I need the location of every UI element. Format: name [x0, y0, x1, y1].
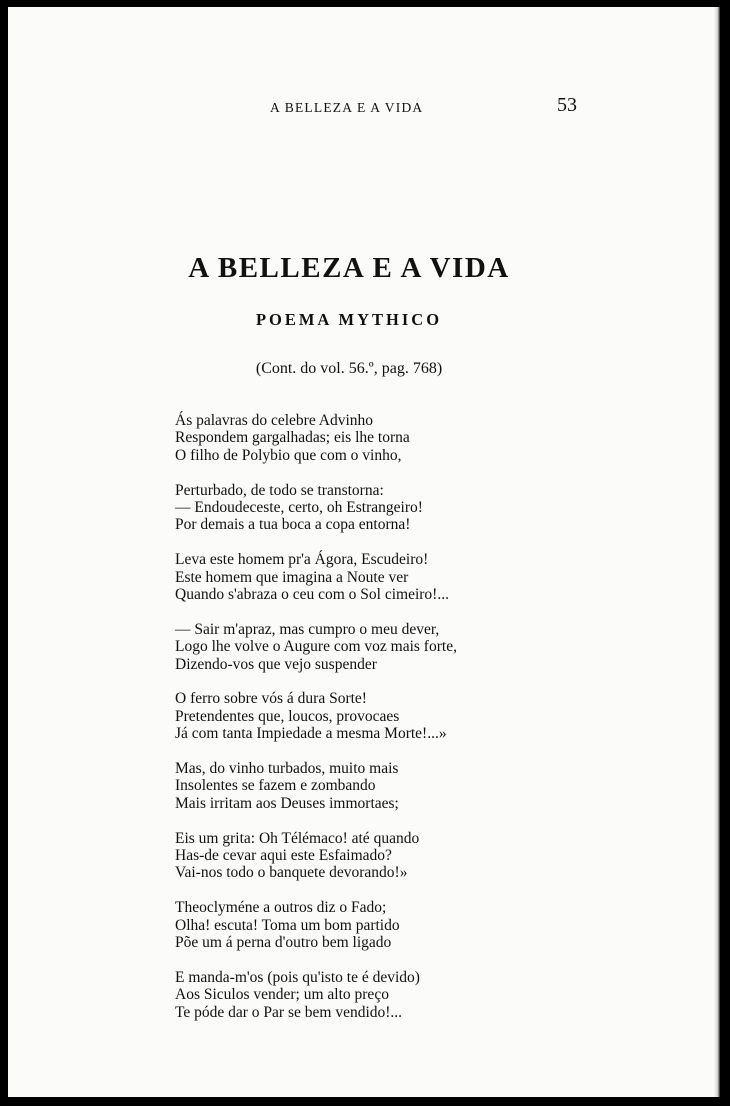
verse-line: Olha! escuta! Toma um bom partido — [175, 916, 400, 934]
verse-line: Theoclyméne a outros diz o Fado; — [175, 899, 387, 917]
book-page — [8, 7, 720, 1097]
verse-line: Já com tanta Impiedade a mesma Morte!...» — [175, 725, 447, 743]
verse-line: Põe um á perna d'outro bem ligado — [175, 934, 392, 952]
stanza — [175, 760, 515, 812]
stanza — [175, 482, 515, 534]
poem-subtitle: POEMA MYTHICO — [255, 310, 443, 329]
verse-line: — Sair m'apraz, mas cumpro o meu dever, — [175, 620, 440, 638]
stanza — [175, 969, 515, 1021]
verse-line: Ás palavras do celebre Advinho — [175, 412, 373, 429]
stanza — [175, 412, 515, 464]
verse-line: Quando s'abraza o ceu com o Sol cimeiro!... — [175, 586, 449, 604]
continuation-note: (Cont. do vol. 56.º, pag. 768) — [255, 360, 443, 377]
stanza — [175, 690, 515, 742]
stanza — [175, 899, 515, 951]
verse-line: Respondem gargalhadas; eis lhe torna — [175, 429, 410, 447]
verse-line: O ferro sobre vós á dura Sorte! — [175, 690, 367, 708]
verse-line: Eis um grita: Oh Télémaco! até quando — [175, 829, 420, 847]
stanza — [175, 830, 515, 882]
verse-line: Has-de cevar aqui este Esfaimado? — [175, 847, 392, 865]
verse-line: Por demais a tua boca a copa entorna! — [175, 516, 411, 534]
stanza — [175, 621, 515, 673]
verse-line: Aos Siculos vender; um alto preço — [175, 986, 389, 1004]
poem-body — [175, 412, 515, 1038]
verse-line: — Endoudeceste, certo, oh Estrangeiro! — [175, 499, 423, 517]
verse-line: E manda-m'os (pois qu'isto te é devido) — [175, 968, 420, 986]
verse-line: O filho de Polybio que com o vinho, — [175, 446, 402, 464]
verse-line: Insolentes se fazem e zombando — [175, 777, 376, 795]
page-number: 53 — [557, 94, 577, 116]
running-title: A BELLEZA E A VIDA — [270, 100, 424, 115]
running-head — [8, 94, 720, 120]
verse-line: Dizendo-vos que vejo suspender — [175, 655, 377, 673]
verse-line: Leva este homem pr'a Ágora, Escudeiro! — [175, 551, 429, 569]
verse-line: Logo lhe volve o Augure com voz mais forte, — [175, 638, 457, 656]
verse-line: Mais irritam aos Deuses immortaes; — [175, 794, 399, 812]
stanza — [175, 551, 515, 603]
page-edge — [714, 7, 720, 1097]
verse-line: Perturbado, de todo se transtorna: — [175, 481, 384, 499]
verse-line: Te póde dar o Par se bem vendido!... — [175, 1003, 403, 1021]
poem-title: A BELLEZA E A VIDA — [188, 252, 510, 284]
verse-line: Vai-nos todo o banquete devorando!» — [175, 864, 408, 882]
verse-line: Este homem que imagina a Noute ver — [175, 568, 409, 586]
verse-line: Mas, do vinho turbados, muito mais — [175, 760, 399, 778]
verse-line: Pretendentes que, loucos, provocaes — [175, 707, 400, 725]
